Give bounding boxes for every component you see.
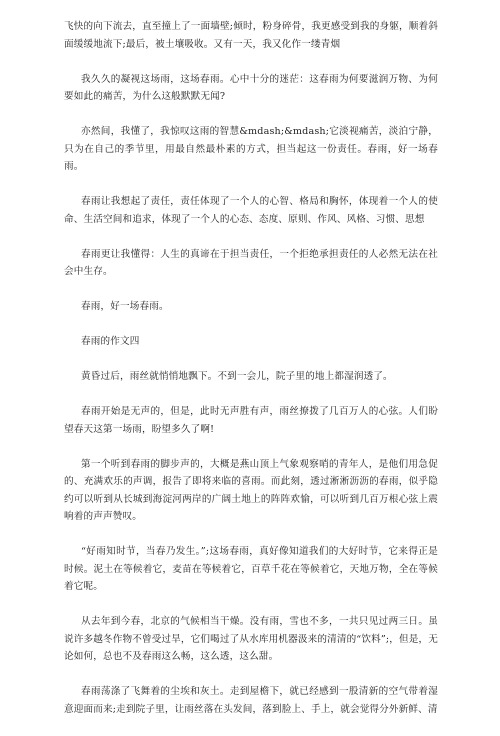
paragraph-8: 黄昏过后，雨丝就悄悄地飘下。不到一会儿，院子里的地上都湿润透了。	[81, 371, 393, 382]
paragraph-3: 亦然间，我懂了，我惊叹这雨的智慧&mdash;&mdash;它淡视痛苦，淡泊宁静，只为在自己的季节里，用最自然最朴素的方式，担当起这一份责任。春雨，好一场春雨。	[64, 126, 438, 172]
document-body	[64, 18, 438, 736]
paragraph-4: 春雨让我想起了责任，责任体现了一个人的心智、格局和胸怀，体现着一个人的使命、生活空间和追求，体现了一个人的心态、态度、原则、作风、风格、习惯、思想	[64, 196, 438, 225]
paragraph-12: 从去年到今春，北京的气候相当干燥。没有雨，雪也不多，一共只见过两三日。虽说许多越冬作物不曾受过旱，它们喝过了从水库用机器汲来的清清的“饮料”;，但是，无论如何，总也不及春雨这么畅，这么透，这么甜。	[64, 616, 439, 662]
paragraph-5: 春雨更让我懂得：人生的真谛在于担当责任，一个拒绝承担责任的人必然无法在社会中生存。	[64, 248, 438, 277]
paragraph-11: “好雨知时节，当春乃发生。”;这场春雨，真好像知道我们的大好时节，它来得正是时候。泥土在等候着它，麦苗在等候着它，百草千花在等候着它，天地万物，全在等候着它呢。	[64, 546, 438, 592]
paragraph-13: 春雨荡涤了飞舞着的尘埃和灰土。走到屋檐下，就已经感到一股清新的空气带着湿意迎面而来;走到院子里，让雨丝落在头发间，落到脸上、手上，就会觉得分外新鲜、清	[64, 686, 438, 715]
paragraph-2: 我久久的凝视这场雨，这场春雨。心中十分的迷茫：这春雨为何要滋润万物、为何要如此的痛苦，为什么这般默默无闻?	[64, 73, 438, 102]
paragraph-6: 春雨，好一场春雨。	[81, 301, 169, 312]
section-title: 春雨的作文四	[81, 336, 140, 347]
paragraph-1: 飞快的向下流去，直至撞上了一面墙壁;倾时，粉身碎骨，我更感受到我的身躯，顺着斜面缓缓地流下;最后，被土壤吸收。又有一天，我又化作一缕青烟	[64, 21, 438, 50]
paragraph-9: 春雨开始是无声的，但是，此时无声胜有声，雨丝撩拨了几百万人的心弦。人们盼望春天这第一场雨，盼望多久了啊!	[64, 406, 438, 435]
paragraph-10: 第一个听到春雨的脚步声的，大概是燕山顶上气象观察哨的青年人，是他们用急促的、充满欢乐的声调，报告了即将来临的喜雨。而此刻，透过淅淅沥沥的春雨，似乎隐约可以听到从长城到海淀河两岸的广阔土地上的阵阵欢愉，可以听到几百万根心弦上震响着的声声赞叹。	[64, 458, 438, 522]
